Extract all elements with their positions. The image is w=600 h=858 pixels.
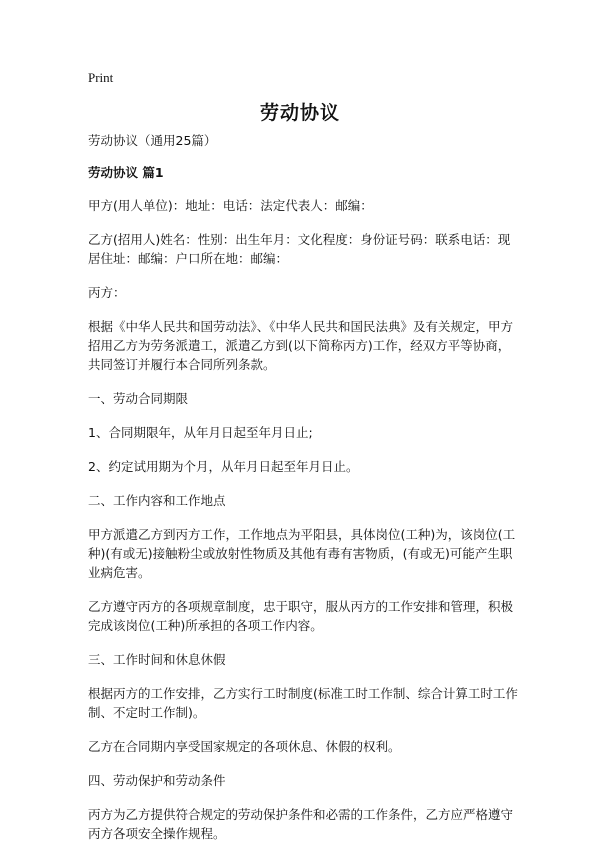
clause-heading-term: 一、劳动合同期限 [88,391,189,406]
clause-hours-leave: 乙方在合同期内享受国家规定的各项休息、休假的权利。 [88,739,401,754]
clause-hours-system: 根据丙方的工作安排，乙方实行工时制度(标准工时工作制、综合计算工时工作制、不定时工作制)。 [88,686,518,720]
print-link[interactable]: Print [88,70,114,85]
clause-work-location: 甲方派遣乙方到丙方工作，工作地点为平阳县，具体岗位(工种)为，该岗位(工种)(有或无)接触粉尘或放射性物质及其他有毒有害物质，(有或无)可能产生职业病危害。 [88,527,516,580]
document-subtitle: 劳动协议（通用25篇） [88,133,217,148]
paragraph-party-a: 甲方(用人单位)：地址：电话：法定代表人：邮编： [88,198,373,213]
document-title: 劳动协议 [259,102,340,124]
clause-heading-work: 二、工作内容和工作地点 [88,493,226,508]
clause-heading-hours: 三、工作时间和休息休假 [88,652,226,667]
paragraph-party-b: 乙方(招用人)姓名：性别：出生年月：文化程度：身份证号码：联系电话：现居住址：邮编：户口所在地：邮编： [88,232,511,266]
clause-work-duties: 乙方遵守丙方的各项规章制度，忠于职守，服从丙方的工作安排和管理，积极完成该岗位(工种)所承担的各项工作内容。 [88,599,514,633]
clause-heading-protection: 四、劳动保护和劳动条件 [88,773,226,788]
section-heading: 劳动协议 篇1 [88,165,164,180]
paragraph-party-c: 丙方： [88,285,126,300]
clause-protection-conditions: 丙方为乙方提供符合规定的劳动保护条件和必需的工作条件，乙方应严格遵守丙方各项安全操作规程。 [88,807,514,841]
clause-term-item-2: 2、约定试用期为个月，从年月日起至年月日止。 [88,459,359,474]
paragraph-preamble: 根据《中华人民共和国劳动法》、《中华人民共和国民法典》及有关规定，甲方招用乙方为劳务派遣工，派遣乙方到(以下简称丙方)工作，经双方平等协商，共同签订并履行本合同所列条款。 [88,319,514,372]
document-body [88,131,520,858]
clause-term-item-1: 1、合同期限年，从年月日起至年月日止; [88,425,313,440]
